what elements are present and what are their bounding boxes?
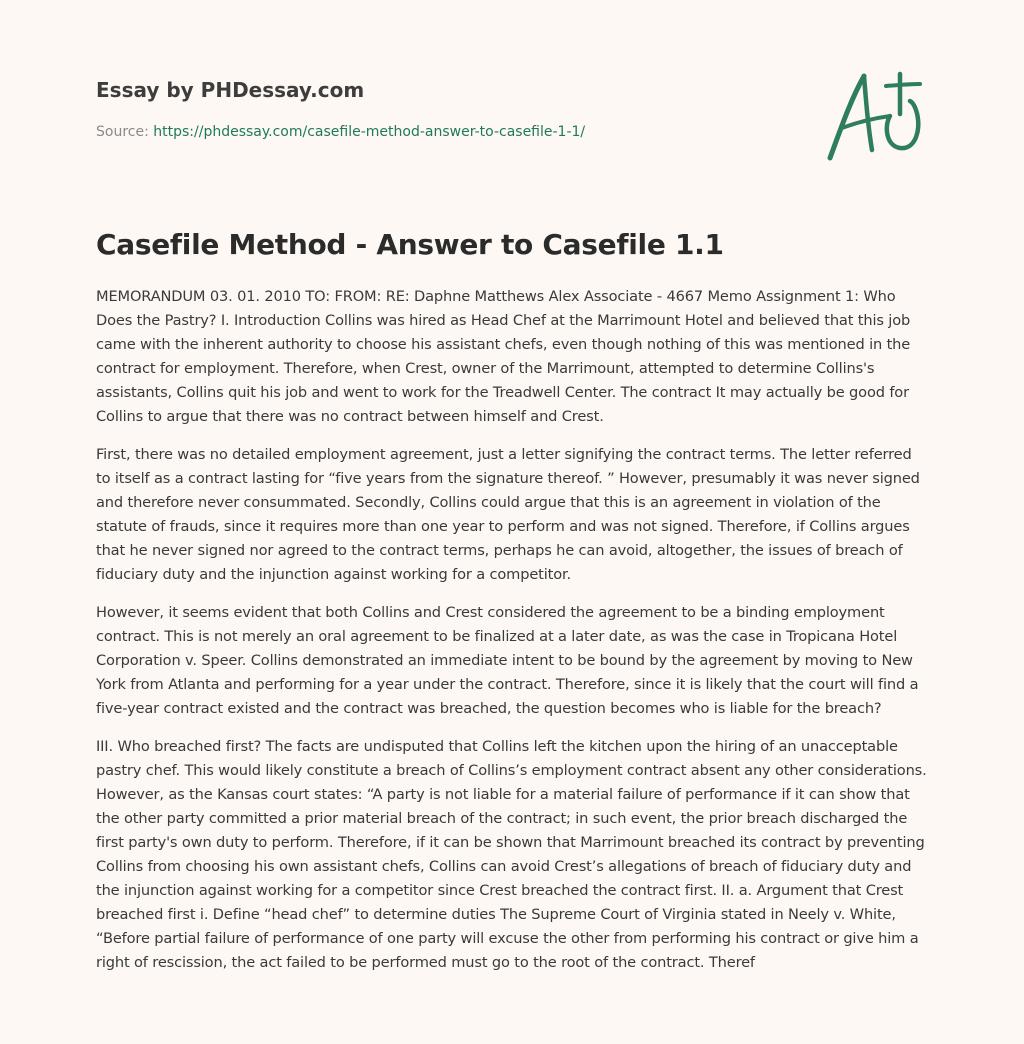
source-label: Source: xyxy=(96,124,149,140)
paragraph: First, there was no detailed employment agreement, just a letter signifying the contract terms. The letter referred to itself as a contract lasting for “five years from the signature thereof. ” However, presumably it was never signed and therefore never consummated. Secondly, Collins could argue that this is an agreement in violation of the statute of frauds, since it requires more than one year to perform and was not signed. Therefore, if Collins argues that he never signed nor agreed to the contract terms, perhaps he can avoid, altogether, the issues of breach of fiduciary duty and the injunction against working for a competitor. xyxy=(96,446,920,583)
paragraph: III. Who breached first? The facts are undisputed that Collins left the kitchen upon the hiring of an unacceptable pastry chef. This would likely constitute a breach of Collins’s employment contract absent any other considerations. However, as the Kansas court states: “A party is not liable for a material failure of performance if it can show that the other party committed a prior material breach of the contract; in such event, the prior breach discharged the first party's own duty to perform. Therefore, if it can be shown that Marrimount breached its contract by preventing Collins from choosing his own assistant chefs, Collins can avoid Crest’s allegations of breach of fiduciary duty and the injunction against working for a competitor since Crest breached the contract first. II. a. Argument that Crest breached first i. Define “head chef” to determine duties The Supreme Court of Virginia stated in Neely v. White, “Before partial failure of performance of one party will excuse the other from performing his contract or give him a right of rescission, the act failed to be performed must go to the root of the contract. Theref xyxy=(96,738,927,971)
source-line xyxy=(96,122,796,142)
essay-body xyxy=(96,285,928,989)
paragraph: MEMORANDUM 03. 01. 2010 TO: FROM: RE: Daphne Matthews Alex Associate - 4667 Memo Assignment 1: Who Does the Pastry? I. Introduction Collins was hired as Head Chef at the Marrimount Hotel and believed that this job came with the inherent authority to choose his assistant chefs, even though nothing of this was mentioned in the contract for employment. Therefore, when Crest, owner of the Marrimount, attempted to determine Collins's assistants, Collins quit his job and went to work for the Treadwell Center. The contract It may actually be good for Collins to argue that there was no contract between himself and Crest. xyxy=(96,288,911,425)
page-header xyxy=(96,74,796,142)
site-title: Essay by PHDessay.com xyxy=(96,78,365,102)
a-plus-grade-icon xyxy=(820,66,930,166)
paragraph: However, it seems evident that both Collins and Crest considered the agreement to be a binding employment contract. This is not merely an oral agreement to be finalized at a later date, as was the case in Tropicana Hotel Corporation v. Speer. Collins demonstrated an immediate intent to be bound by the agreement by moving to New York from Atlanta and performing for a year under the contract. Therefore, since it is likely that the court will find a five-year contract existed and the contract was breached, the question becomes who is liable for the breach? xyxy=(96,604,919,717)
source-link[interactable]: https://phdessay.com/casefile-method-answer-to-casefile-1-1/ xyxy=(153,124,586,140)
essay-title: Casefile Method - Answer to Casefile 1.1 xyxy=(96,228,724,261)
